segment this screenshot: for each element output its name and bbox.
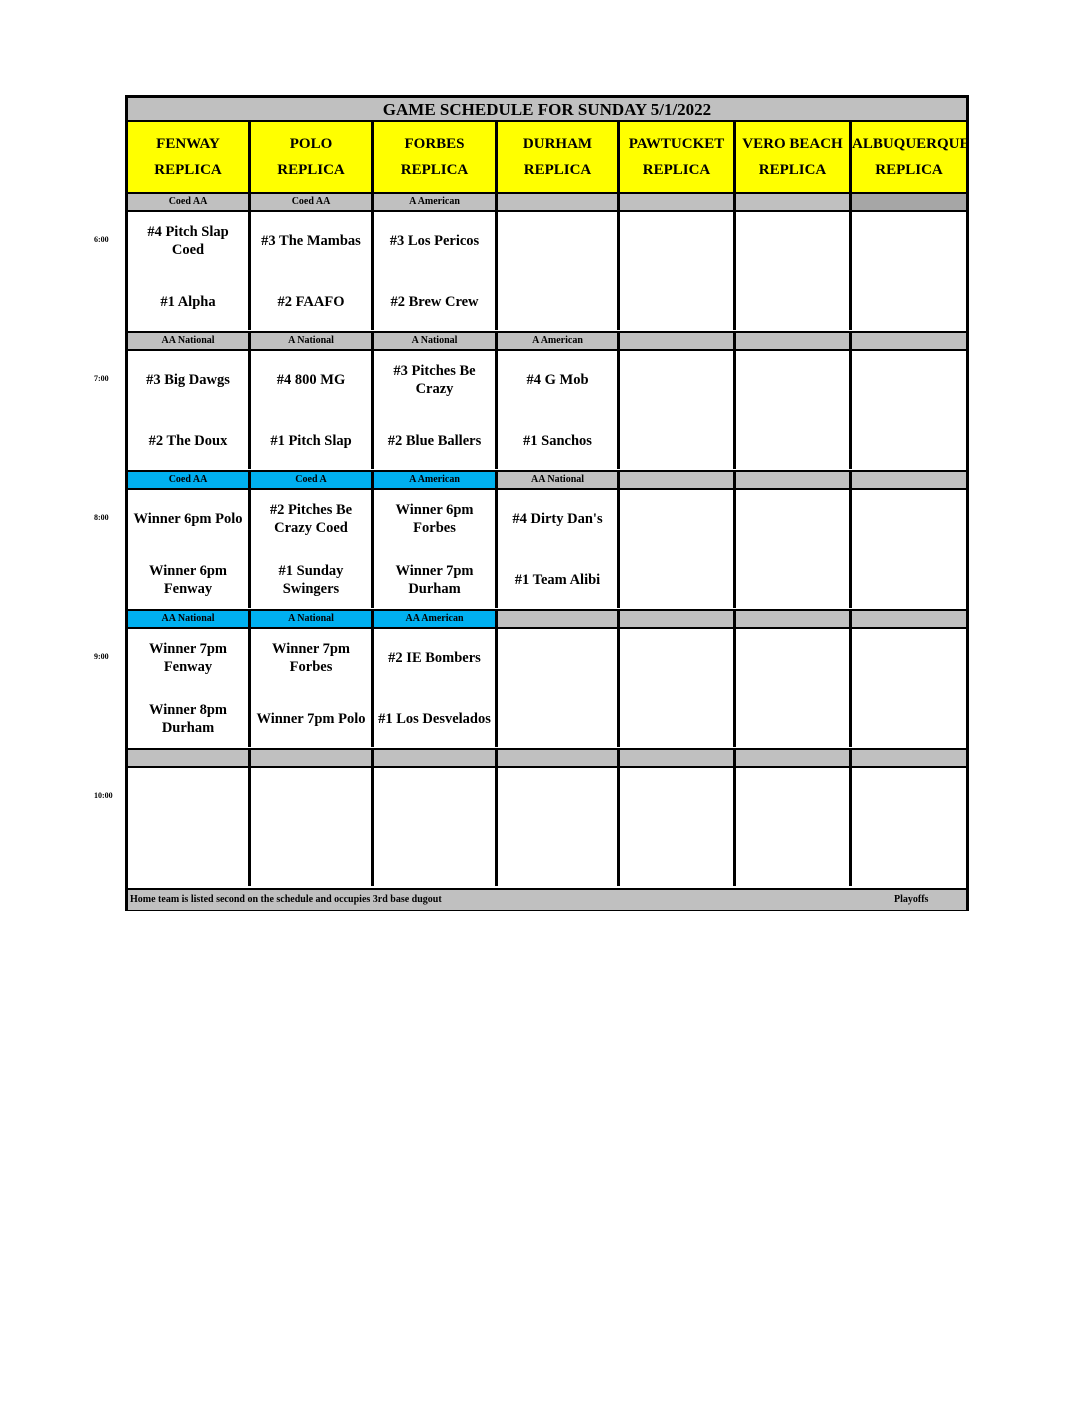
game-cell (498, 351, 620, 469)
division-label (736, 472, 852, 488)
home-team (620, 838, 733, 878)
field-name: FENWAY (156, 136, 220, 152)
home-team: Winner 6pm Fenway (148, 563, 228, 597)
division-label (620, 750, 736, 766)
away-team: #3 The Mambas (261, 233, 361, 249)
away-team: #3 Big Dawgs (146, 372, 230, 388)
away-team: Winner 6pm Polo (133, 511, 243, 527)
away-team: #3 Pitches Be Crazy (393, 363, 476, 397)
time-slot-row (128, 768, 966, 886)
division-label: AA National (128, 333, 251, 349)
home-team (852, 560, 966, 600)
time-label: 9:00 (94, 652, 109, 661)
home-team: #1 Alpha (160, 294, 216, 310)
away-team (374, 777, 495, 817)
home-team: #1 Sunday Swingers (278, 563, 344, 597)
division-label (736, 333, 852, 349)
home-team: #2 FAAFO (277, 294, 345, 310)
game-cell (498, 490, 620, 608)
away-team (736, 638, 849, 678)
home-team (736, 699, 849, 739)
home-team (736, 838, 849, 878)
footer-bar (128, 888, 966, 910)
division-label (736, 194, 852, 210)
division-label (620, 194, 736, 210)
game-cell (620, 768, 736, 886)
division-label: A American (374, 194, 498, 210)
division-label (620, 333, 736, 349)
away-team (498, 221, 617, 261)
away-team (852, 499, 966, 539)
field-subtitle: REPLICA (277, 162, 345, 178)
time-label: 6:00 (94, 235, 109, 244)
home-team (620, 421, 733, 461)
away-team: Winner 6pm Forbes (395, 502, 474, 536)
time-label: 8:00 (94, 513, 109, 522)
division-label (852, 333, 966, 349)
game-cell (251, 212, 374, 330)
division-label: Coed AA (128, 472, 251, 488)
game-cell (736, 490, 852, 608)
away-team: #2 Pitches Be Crazy Coed (269, 502, 353, 536)
away-team: Winner 7pm Fenway (148, 641, 228, 675)
division-band (128, 748, 966, 768)
home-team (736, 421, 849, 461)
home-team (620, 282, 733, 322)
field-subtitle: REPLICA (154, 162, 222, 178)
game-cell (736, 212, 852, 330)
game-cell (620, 212, 736, 330)
field-header (374, 122, 498, 192)
home-team: #2 Brew Crew (390, 294, 479, 310)
game-cell (374, 768, 498, 886)
game-cell (374, 490, 498, 608)
game-cell (374, 629, 498, 747)
division-label (374, 750, 498, 766)
away-team (852, 777, 966, 817)
time-slot-row (128, 629, 966, 747)
field-header (498, 122, 620, 192)
time-slot-row (128, 351, 966, 469)
game-cell (128, 351, 251, 469)
division-label: A National (251, 333, 374, 349)
field-header (852, 122, 970, 192)
home-team: #2 The Doux (148, 433, 228, 449)
time-label: 10:00 (94, 791, 113, 800)
time-label: 7:00 (94, 374, 109, 383)
game-cell (736, 629, 852, 747)
home-team: #1 Pitch Slap (270, 433, 352, 449)
home-team (620, 699, 733, 739)
home-team: Winner 7pm Polo (256, 711, 366, 727)
away-team (620, 777, 733, 817)
home-team (374, 838, 495, 878)
field-header-row (128, 122, 970, 194)
footer-playoffs: Playoffs (894, 894, 929, 905)
field-subtitle: REPLICA (642, 162, 711, 178)
field-name: ALBUQUERQUE (852, 136, 970, 152)
home-team (852, 421, 966, 461)
division-label (852, 611, 966, 627)
game-cell (128, 212, 251, 330)
away-team (498, 777, 617, 817)
away-team: #4 G Mob (526, 372, 589, 388)
field-subtitle: REPLICA (523, 162, 592, 178)
away-team (736, 777, 849, 817)
away-team (852, 638, 966, 678)
game-cell (852, 629, 966, 747)
away-team: #2 IE Bombers (388, 650, 481, 666)
home-team (498, 699, 617, 739)
game-cell (498, 629, 620, 747)
away-team (620, 221, 733, 261)
division-band (128, 470, 966, 490)
away-team: #4 Dirty Dan's (512, 511, 603, 527)
division-label: AA National (498, 472, 620, 488)
division-label: Coed A (251, 472, 374, 488)
home-team: #2 Blue Ballers (387, 433, 482, 449)
division-label (852, 472, 966, 488)
away-team (128, 777, 248, 817)
away-team: #4 800 MG (276, 372, 346, 388)
home-team (736, 560, 849, 600)
division-band (128, 192, 966, 212)
game-cell (374, 212, 498, 330)
game-cell (620, 629, 736, 747)
division-label (852, 194, 966, 210)
game-cell (852, 768, 966, 886)
home-team (852, 282, 966, 322)
division-label (852, 750, 966, 766)
division-label: A National (374, 333, 498, 349)
home-team (852, 838, 966, 878)
game-cell (736, 768, 852, 886)
away-team (620, 638, 733, 678)
game-cell (498, 768, 620, 886)
game-cell (852, 212, 966, 330)
away-team: #4 Pitch Slap Coed (147, 224, 229, 258)
home-team (498, 838, 617, 878)
field-header (251, 122, 374, 192)
home-team (498, 282, 617, 322)
game-cell (251, 768, 374, 886)
game-cell (128, 490, 251, 608)
home-team (736, 282, 849, 322)
away-team (736, 221, 849, 261)
game-cell (852, 351, 966, 469)
game-cell (128, 629, 251, 747)
field-subtitle: REPLICA (758, 162, 827, 178)
footer-note: Home team is listed second on the schedule and occupies 3rd base dugout (130, 894, 442, 905)
division-label: A American (374, 472, 498, 488)
game-cell (251, 351, 374, 469)
game-cell (498, 212, 620, 330)
division-label (620, 611, 736, 627)
game-cell (374, 351, 498, 469)
schedule-table (125, 95, 969, 911)
division-label (736, 750, 852, 766)
division-label (498, 611, 620, 627)
field-subtitle: REPLICA (875, 162, 943, 178)
game-cell (852, 490, 966, 608)
field-header (128, 122, 251, 192)
game-cell (251, 490, 374, 608)
away-team (852, 360, 966, 400)
field-header (620, 122, 736, 192)
division-label (128, 750, 251, 766)
division-band (128, 609, 966, 629)
field-header (736, 122, 852, 192)
away-team (620, 360, 733, 400)
game-cell (736, 351, 852, 469)
division-label (251, 750, 374, 766)
division-label (736, 611, 852, 627)
field-name: PAWTUCKET (628, 136, 725, 152)
division-label: Coed AA (128, 194, 251, 210)
home-team: #1 Sanchos (523, 433, 592, 449)
home-team (251, 838, 371, 878)
field-name: DURHAM (522, 136, 593, 152)
field-subtitle: REPLICA (400, 162, 469, 178)
away-team (736, 360, 849, 400)
game-cell (251, 629, 374, 747)
away-team: #3 Los Pericos (389, 233, 480, 249)
division-label (498, 750, 620, 766)
home-team (852, 699, 966, 739)
away-team (251, 777, 371, 817)
division-label (498, 194, 620, 210)
division-label: AA American (374, 611, 498, 627)
game-cell (620, 490, 736, 608)
time-slot-row (128, 490, 966, 608)
field-name: VERO BEACH (742, 136, 843, 152)
game-cell (128, 768, 251, 886)
division-label: Coed AA (251, 194, 374, 210)
schedule-title: GAME SCHEDULE FOR SUNDAY 5/1/2022 (128, 98, 966, 122)
away-team: Winner 7pm Forbes (271, 641, 351, 675)
game-cell (620, 351, 736, 469)
away-team (736, 499, 849, 539)
home-team: Winner 7pm Durham (395, 563, 474, 597)
field-name: FORBES (404, 136, 465, 152)
home-team: #1 Team Alibi (514, 572, 601, 588)
division-label (620, 472, 736, 488)
division-label: A American (498, 333, 620, 349)
time-slot-row (128, 212, 966, 330)
field-name: POLO (289, 136, 333, 152)
division-band (128, 331, 966, 351)
away-team (498, 638, 617, 678)
division-label: A National (251, 611, 374, 627)
home-team (620, 560, 733, 600)
away-team (620, 499, 733, 539)
home-team: Winner 8pm Durham (148, 702, 228, 736)
division-label: AA National (128, 611, 251, 627)
home-team: #1 Los Desvelados (378, 711, 491, 727)
away-team (852, 221, 966, 261)
home-team (128, 838, 248, 878)
